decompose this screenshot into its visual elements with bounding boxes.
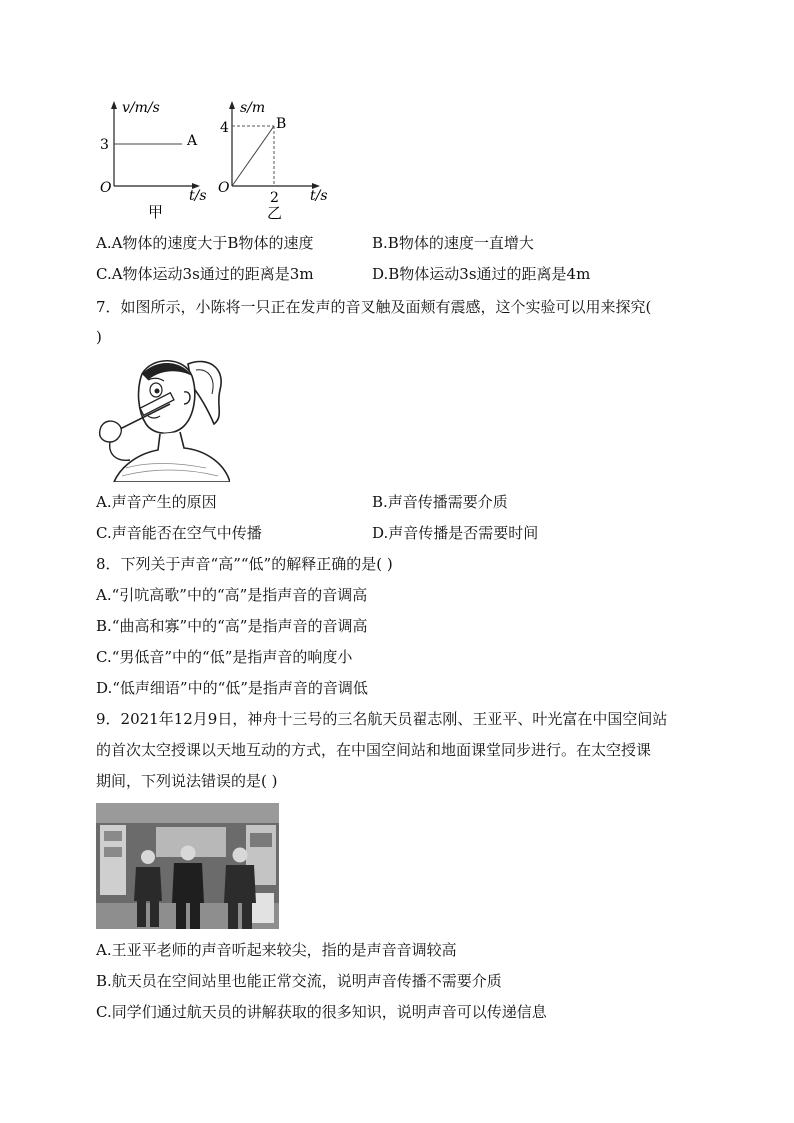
q7-option-d: D.声音传播是否需要时间	[372, 524, 539, 542]
astronauts-photo	[96, 803, 279, 929]
yi-t-axis-label: t/s	[310, 188, 328, 204]
q6-option-b: B.B物体的速度一直增大	[372, 234, 534, 252]
q6-option-c: C.A物体运动3s通过的距离是3m	[96, 265, 314, 283]
graph-jia	[96, 96, 216, 224]
yi-point-label: B	[276, 116, 287, 132]
yi-caption: 乙	[267, 204, 283, 222]
q6-option-d: D.B物体运动3s通过的距离是4m	[372, 265, 591, 283]
q7-stem-line2: )	[96, 328, 102, 346]
q8-option-a: A.“引吭高歌”中的“高”是指声音的音调高	[96, 586, 368, 604]
yi-x-tick: 2	[270, 190, 279, 206]
yi-s-axis-label: s/m	[240, 100, 266, 116]
q6-option-a: A.A物体的速度大于B物体的速度	[96, 234, 314, 252]
q7-option-b: B.声音传播需要介质	[372, 493, 508, 511]
yi-origin: O	[218, 180, 230, 196]
q7-stem-line1: 7．如图所示，小陈将一只正在发声的音叉触及面颊有震感，这个实验可以用来探究(	[96, 298, 652, 316]
jia-line-label: A	[187, 133, 198, 149]
jia-origin: O	[100, 180, 112, 196]
q9-option-a: A.王亚平老师的声音听起来较尖，指的是声音音调较高	[96, 941, 457, 959]
jia-v-axis-label: v/m/s	[122, 100, 160, 116]
q8-option-c: C.“男低音”中的“低”是指声音的响度小	[96, 648, 353, 666]
q9-option-b: B.航天员在空间站里也能正常交流，说明声音传播不需要介质	[96, 972, 502, 990]
graph-yi	[212, 96, 336, 224]
q9-stem-line3: 期间，下列说法错误的是( )	[96, 772, 278, 790]
tuning-fork-girl-illustration	[96, 350, 230, 482]
q9-stem-line2: 的首次太空授课以天地互动的方式，在中国空间站和地面课堂同步进行。在太空授课	[96, 741, 652, 759]
jia-y-tick: 3	[100, 137, 109, 153]
q8-option-d: D.“低声细语”中的“低”是指声音的音调低	[96, 679, 368, 697]
q7-option-c: C.声音能否在空气中传播	[96, 524, 262, 542]
jia-caption: 甲	[148, 203, 164, 221]
q7-option-a: A.声音产生的原因	[96, 493, 217, 511]
yi-y-tick: 4	[220, 120, 229, 136]
q9-option-c: C.同学们通过航天员的讲解获取的很多知识，说明声音可以传递信息	[96, 1003, 547, 1021]
q9-stem-line1: 9．2021年12月9日，神舟十三号的三名航天员翟志刚、王亚平、叶光富在中国空间站	[96, 710, 668, 728]
jia-t-axis-label: t/s	[189, 188, 207, 204]
q8-stem: 8．下列关于声音“高”“低”的解释正确的是( )	[96, 555, 393, 573]
q8-option-b: B.“曲高和寡”中的“高”是指声音的音调高	[96, 617, 368, 635]
